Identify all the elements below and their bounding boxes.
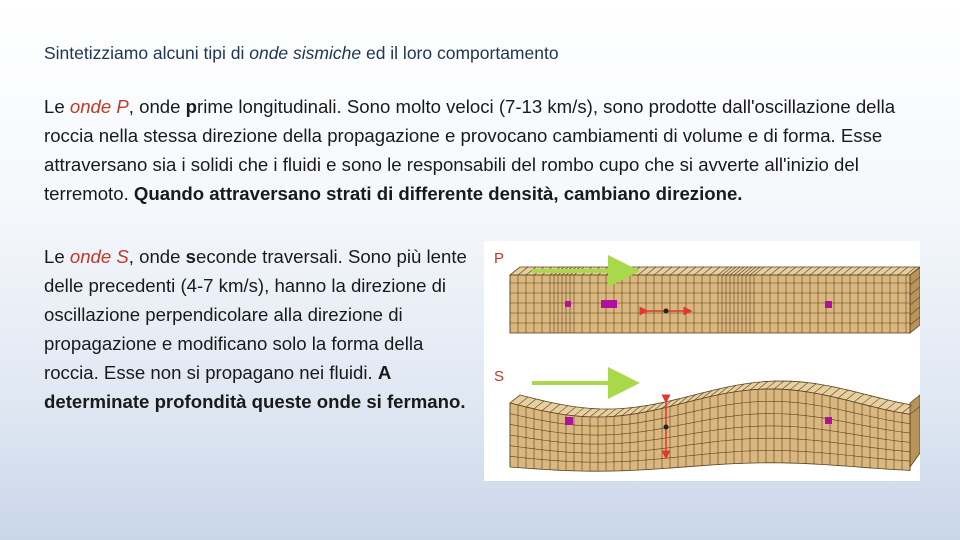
p-marker-1 bbox=[565, 301, 571, 307]
p-waves-key-letter: p bbox=[185, 96, 198, 117]
title-text-2: ed il loro comportamento bbox=[361, 43, 559, 63]
s-marker-1 bbox=[565, 417, 573, 425]
p-waves-paragraph bbox=[44, 92, 924, 208]
p-waves-text-2: rime longitudinali. Sono molto veloci (7-13 km/s), sono prodotte dall'oscillazione della roccia nella stessa direzione della propagazione e provocano cambiamenti di volume e di forma. Esse attraversano sia i solidi che i fluidi e sono le responsabili del rombo cupo che si avverte all'inizio del terremoto. bbox=[44, 96, 896, 204]
s-waves-bold-text: A determinate profondità queste onde si fermano. bbox=[44, 362, 466, 412]
p-wave-block bbox=[510, 267, 920, 333]
s-wave-block bbox=[510, 381, 920, 471]
s-waves-text-1: , onde bbox=[128, 246, 186, 267]
p-waves-text-1: , onde bbox=[128, 96, 186, 117]
seismic-waves-illustration bbox=[484, 241, 920, 481]
s-marker-2 bbox=[825, 417, 832, 424]
s-waves-paragraph bbox=[44, 242, 474, 416]
s-particle bbox=[664, 425, 669, 430]
slide-title bbox=[44, 40, 924, 66]
p-waves-bold-text: Quando attraversano strati di differente densità, cambiano direzione. bbox=[133, 183, 743, 204]
title-text-1: Sintetizziamo alcuni tipi di bbox=[44, 43, 250, 63]
figure-label-p: P bbox=[494, 250, 505, 267]
s-waves-key-letter: s bbox=[185, 246, 197, 267]
p-waves-prefix: Le bbox=[44, 96, 70, 117]
figure-label-s: S bbox=[494, 368, 505, 385]
p-particle bbox=[664, 309, 669, 314]
p-marker-3 bbox=[825, 301, 832, 308]
p-waves-term: onde P bbox=[69, 96, 129, 117]
title-italic: onde sismiche bbox=[249, 43, 362, 63]
s-waves-prefix: Le bbox=[44, 246, 70, 267]
p-block-side bbox=[910, 267, 920, 333]
s-waves-text-2: econde traversali. Sono più lente delle precedenti (4-7 km/s), hanno la direzione di oscillazione perpendicolare alla direzione di propagazione e modificano solo la forma della roccia. Esse non si propagano nei fluidi. bbox=[44, 246, 467, 383]
s-waves-term: onde S bbox=[69, 246, 129, 267]
p-marker-2 bbox=[601, 300, 617, 308]
seismic-waves-figure bbox=[484, 241, 920, 481]
